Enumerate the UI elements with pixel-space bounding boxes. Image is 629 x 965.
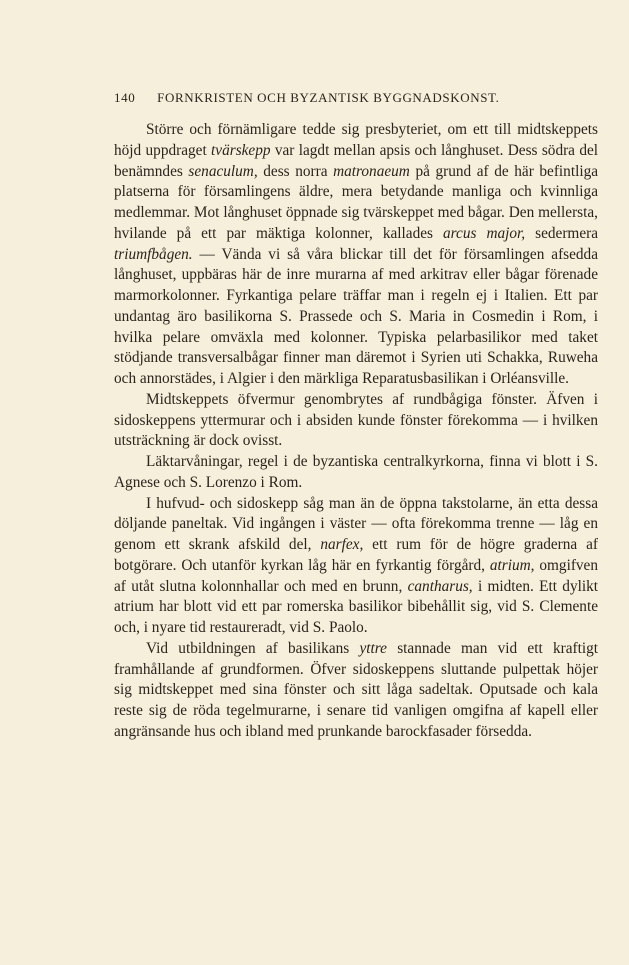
paragraph-tak-och-atrium: I hufvud- och sidoskepp såg man än de öppna takstolarne, än etta dessa döljande paneltak. Vid ingången i väster — ofta förekomma trenne — låg en genom ett skrank afskild del, narfex, ett rum för de högre graderna af botgörare. Och utanför kyrkan låg här en fyrkantig förgård, atrium, omgifven af utåt slutna kolonnhallar och med en brunn, cantharus, i midten. Ett dylikt atrium har blott vid ett par romerska basilikor bibehållit sig, vid S. Clemente och, i nyare tid restaureradt, vid S. Paolo.: [114, 494, 598, 636]
term-narfex: narfex,: [320, 536, 364, 553]
term-atrium: atrium,: [489, 556, 535, 574]
term-yttre: yttre: [359, 639, 387, 657]
term-arcus-major: arcus major,: [443, 224, 526, 242]
page-number: 140: [114, 90, 136, 105]
term-cantharus: cantharus,: [407, 577, 473, 595]
page-body: [114, 120, 598, 743]
term-matronaeum: matronaeum: [333, 162, 410, 180]
paragraph-fonster: Midtskeppets öfvermur genombrytes af rundbågiga fönster. Äfven i sidoskeppens yttermurar och i absiden kunde fönster förekomma — i hvilken utsträckning är dock ovisst.: [114, 390, 598, 450]
paragraph-presbyterium: Större och förnämligare tedde sig presbyteriet, om ett till midtskeppets höjd uppdraget tvärskepp var lagdt mellan apsis och långhuset. Dess södra del benämndes senaculum, dess norra matronaeum på grund af de här befintliga platserna för församlingens äldre, mera betydande manliga och kvinnliga medlemmar. Mot långhuset öppnade sig tvärskeppet med bågar. Den mellersta, hvilande på ett par mäktiga kolonner, kallades arcus major, sedermera triumfbågen. — Vända vi så våra blickar till det för församlingen afsedda långhuset, uppbäras här de inre murarna af med arkitrav eller bågar förenade marmorkolonner. Fyrkantiga pelare träffar man i regeln ej i Italien. Ett par undantag äro basilikorna S. Prassede och S. Maria in Cosmedin i Rom, i hvilka pelare omväxla med kolonner. Typiska pelarbasilikor med taket stödjande transversalbågar finner man däremot i Syrien uti Schakka, Ruweha och annorstädes, i Algier i den märkliga Reparatusbasilikan i Orléansville.: [114, 121, 599, 387]
term-tvarskepp: tvärskepp: [211, 141, 271, 159]
paragraph-yttre: Vid utbildningen af basilikans yttre stannade man vid ett kraftigt framhållande af grundformen. Öfver sidoskeppens sluttande pulpettak höjer sig midtskeppet med sina fönster och sitt låga sadeltak. Oputsade och kala reste sig de röda tegelmurarne, i senare tid vanligen omgifna af kapell eller angränsande hus och ibland med prunkande barockfasader försedda.: [114, 639, 598, 740]
running-title: FORNKRISTEN OCH BYZANTISK BYGGNADSKONST.: [157, 90, 500, 105]
term-senaculum: senaculum,: [188, 162, 258, 180]
term-triumfbagen: triumfbågen.: [114, 245, 193, 263]
running-header: [114, 90, 544, 106]
paragraph-laktarvaningar: Läktarvåningar, regel i de byzantiska centralkyrkorna, finna vi blott i S. Agnese och S. Lorenzo i Rom.: [114, 453, 598, 491]
